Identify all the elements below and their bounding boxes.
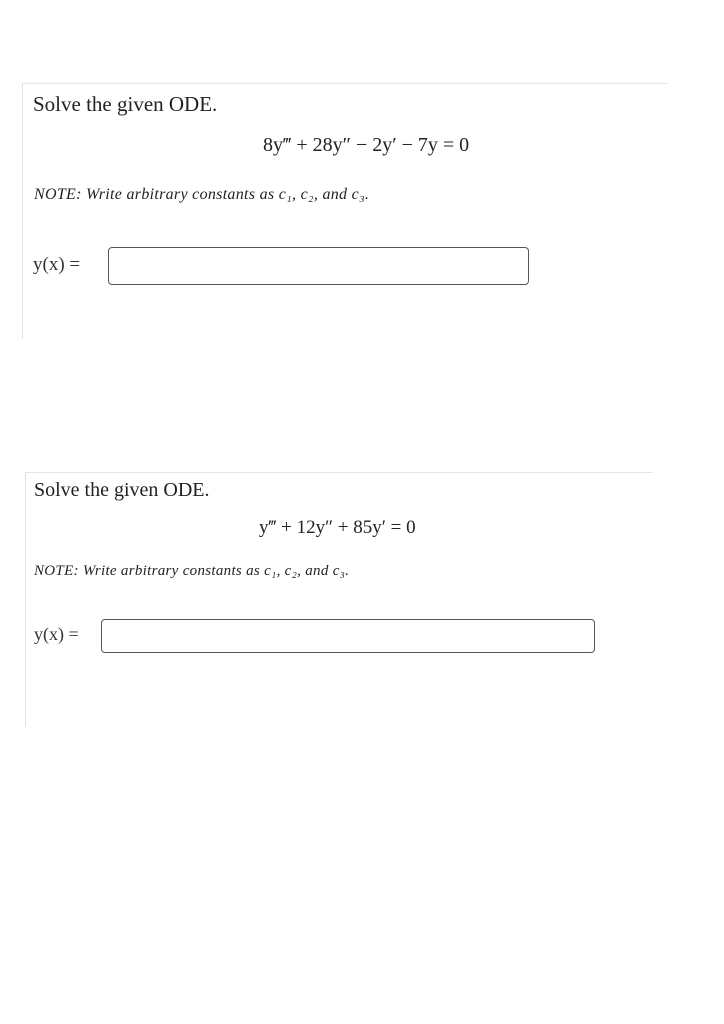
problem-prompt: Solve the given ODE.: [34, 479, 210, 501]
answer-input[interactable]: [101, 619, 595, 653]
constants-note: NOTE: Write arbitrary constants as c₁, c₂, and c₃.: [34, 186, 370, 203]
problem-1: [22, 83, 668, 339]
problem-prompt: Solve the given ODE.: [33, 92, 218, 116]
ode-equation: y‴ + 12y″ + 85y′ = 0: [259, 517, 416, 538]
answer-label: y(x) =: [33, 254, 81, 275]
answer-label: y(x) =: [34, 624, 79, 644]
problem-2: [25, 472, 653, 727]
constants-note: NOTE: Write arbitrary constants as c₁, c₂, and c₃.: [34, 563, 350, 579]
ode-equation: 8y‴ + 28y″ − 2y′ − 7y = 0: [263, 134, 470, 156]
answer-input[interactable]: [108, 247, 529, 285]
